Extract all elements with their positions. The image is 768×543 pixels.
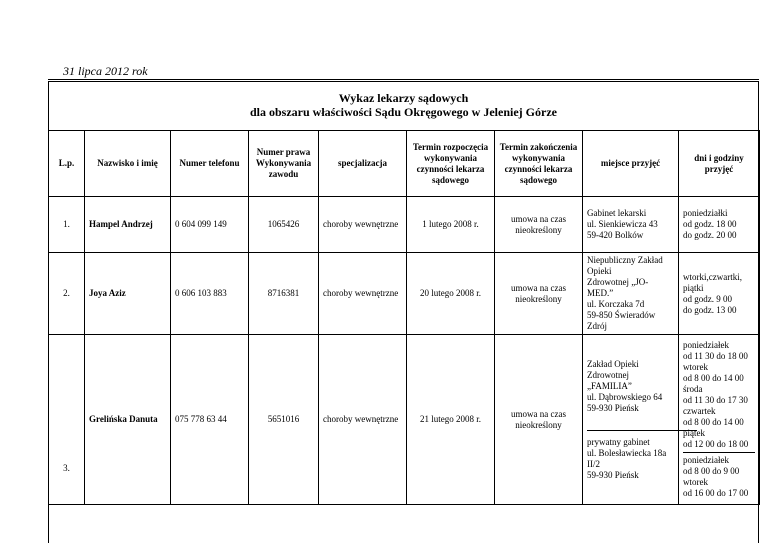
cell-specialization: choroby wewnętrzne — [319, 197, 407, 253]
header-place: miejsce przyjęć — [583, 131, 679, 197]
header-hours: dni i godziny przyjęć — [679, 131, 760, 197]
hours-line: od 8 00 do 14 00 — [683, 417, 744, 427]
hours-line: wtorek — [683, 477, 708, 487]
hours-line: wtorek — [683, 362, 708, 372]
cell-start: 21 lutego 2008 r. — [407, 335, 495, 505]
cell-name: Joya Aziz — [85, 253, 171, 335]
cell-start: 1 lutego 2008 r. — [407, 197, 495, 253]
header-name: Nazwisko i imię — [85, 131, 171, 197]
hours-line: piątek — [683, 428, 705, 438]
hours-line: od 16 00 do 17 00 — [683, 488, 749, 498]
cell-place — [583, 197, 679, 253]
hours-line: od godz. 18 00 — [683, 219, 737, 229]
place-line: 59-850 Świeradów Zdrój — [587, 310, 656, 331]
hours-line: od godz. 9 00 — [683, 293, 732, 304]
place-line: Zdrowotnej „JO-MED.” — [587, 277, 649, 298]
hours-line: środa — [683, 384, 703, 394]
cell-name: Grelińska Danuta — [85, 335, 171, 505]
cell-phone: 0 604 099 149 — [171, 197, 249, 253]
cell-end: umowa na czas nieokreślony — [495, 335, 583, 505]
table-header-row — [49, 131, 760, 197]
place-line: ul. Bolesławiecka 18a II/2 — [587, 447, 667, 469]
place-line: Zakład Opieki Zdrowotnej — [587, 358, 639, 380]
place-line: Niepubliczny Zakład Opieki — [587, 255, 663, 276]
hours-line: od 8 00 do 14 00 — [683, 373, 744, 383]
cell-place — [583, 253, 679, 335]
cell-place — [583, 335, 679, 505]
hours-line: poniedziałek — [683, 455, 729, 465]
date-underline — [48, 79, 759, 80]
hours-line: od 8 00 do 9 00 — [683, 466, 740, 476]
cell-specialization: choroby wewnętrzne — [319, 253, 407, 335]
cell-hours — [679, 197, 760, 253]
place-line: „FAMILIA” — [587, 380, 632, 391]
cell-name: Hampel Andrzej — [85, 197, 171, 253]
place-line: Gabinet lekarski — [587, 208, 647, 218]
doctors-table — [48, 130, 760, 505]
cell-end: umowa na czas nieokreślony — [495, 253, 583, 335]
list-subtitle: dla obszaru właściwości Sądu Okręgowego w Jeleniej Górze — [250, 105, 557, 119]
hours-divider — [683, 452, 755, 453]
cell-license: 5651016 — [249, 335, 319, 505]
header-specialization: specjalizacja — [319, 131, 407, 197]
cell-lp: 1. — [49, 197, 85, 253]
header-end: Termin zakończenia wykonywania czynności lekarza sądowego — [495, 131, 583, 197]
cell-phone: 075 778 63 44 — [171, 335, 249, 505]
list-title: Wykaz lekarzy sądowych — [338, 91, 469, 105]
cell-lp: 2. — [49, 253, 85, 335]
cell-hours — [679, 335, 760, 505]
hours-line: poniedziałki — [683, 208, 728, 218]
place-line: 59-930 Pieńsk — [587, 469, 639, 480]
table-row — [49, 197, 760, 253]
hours-line: czwartek — [683, 406, 716, 416]
place-line: prywatny gabinet — [587, 436, 650, 447]
hours-line: poniedziałek — [683, 340, 729, 350]
cell-license: 1065426 — [249, 197, 319, 253]
place-line: 59-930 Pieńsk — [587, 402, 639, 413]
cell-lp: 3. — [49, 335, 85, 505]
hours-line: od 11 30 do 17 30 — [683, 395, 748, 405]
header-license: Numer prawa Wykonywania zawodu — [249, 131, 319, 197]
document-date: 31 lipca 2012 rok — [63, 64, 148, 78]
header-start: Termin rozpoczęcia wykonywania czynności lekarza sądowego — [407, 131, 495, 197]
hours-line: piątki — [683, 282, 704, 293]
hours-line: wtorki,czwartki, — [683, 271, 742, 282]
cell-specialization: choroby wewnętrzne — [319, 335, 407, 505]
cell-end: umowa na czas nieokreślony — [495, 197, 583, 253]
hours-line: do godz. 20 00 — [683, 230, 737, 240]
place-line: ul. Dąbrowskiego 64 — [587, 391, 663, 402]
header-lp: L.p. — [49, 131, 85, 197]
place-line: ul. Korczaka 7d — [587, 299, 645, 309]
cell-license: 8716381 — [249, 253, 319, 335]
hours-line: do godz. 13 00 — [683, 304, 737, 315]
table-row — [49, 335, 760, 505]
header-phone: Numer telefonu — [171, 131, 249, 197]
cell-phone: 0 606 103 883 — [171, 253, 249, 335]
cell-start: 20 lutego 2008 r. — [407, 253, 495, 335]
hours-line: od 12 00 do 18 00 — [683, 439, 749, 449]
place-line: ul. Sienkiewicza 43 — [587, 219, 658, 229]
table-row — [49, 253, 760, 335]
hours-line: od 11 30 do 18 00 — [683, 351, 748, 361]
cell-hours — [679, 253, 760, 335]
place-line: 59-420 Bolków — [587, 230, 644, 240]
